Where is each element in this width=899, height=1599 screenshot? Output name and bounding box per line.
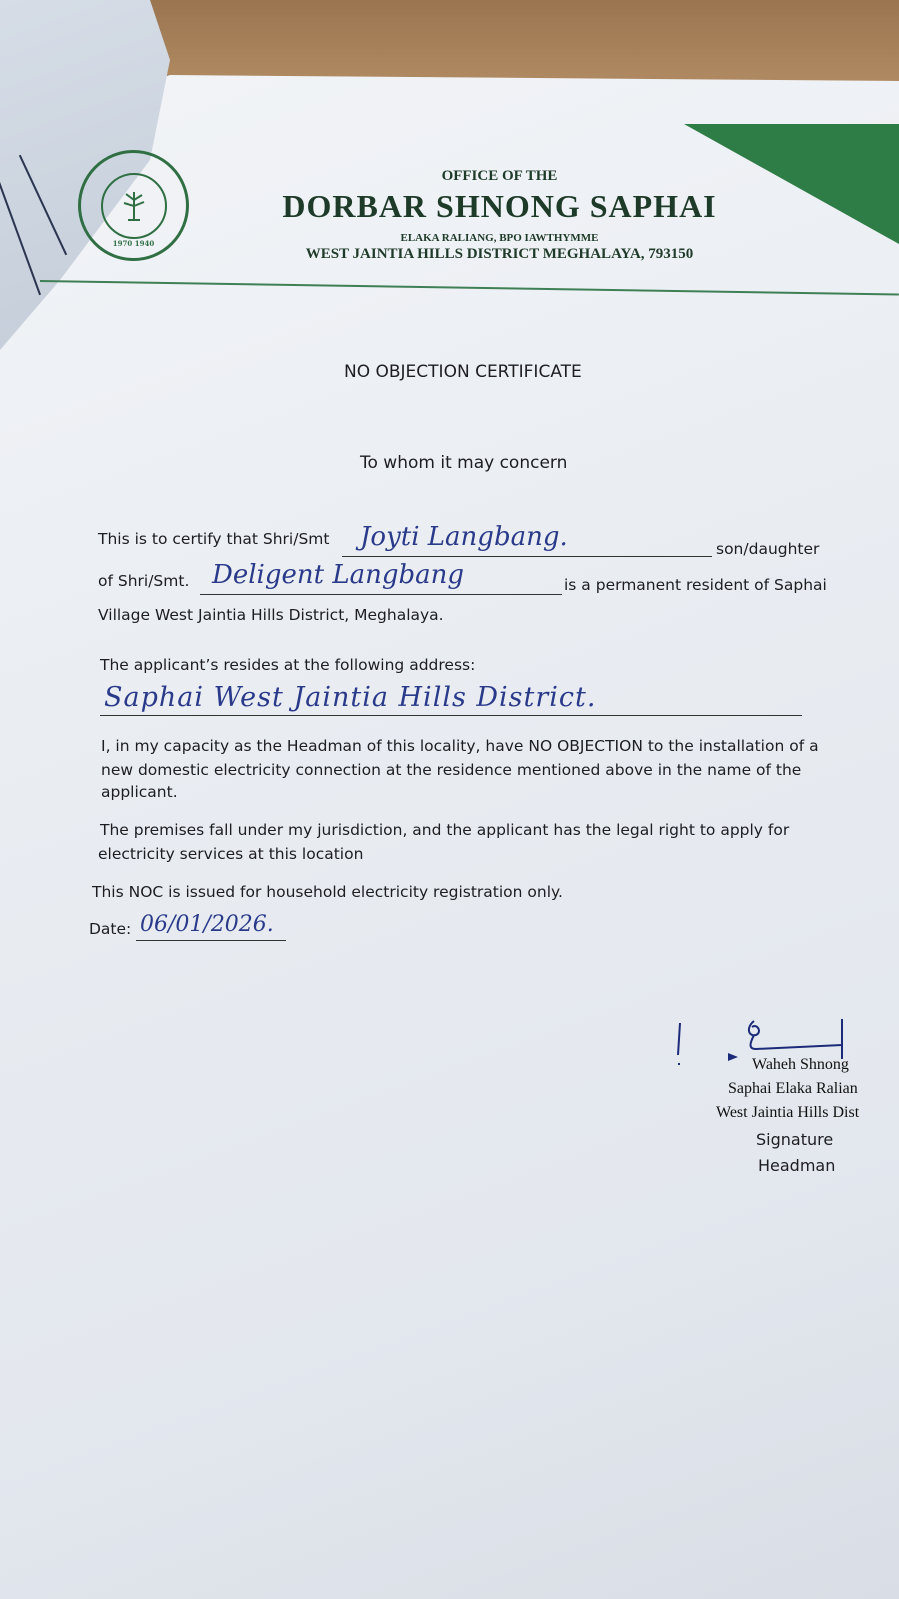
stamp-district: West Jaintia Hills Dist [716, 1104, 860, 1121]
jurisdiction-paragraph-line2: electricity services at this location [98, 845, 364, 863]
address-label: The applicant’s resides at the following address: [100, 656, 476, 674]
certify-line-start: This is to certify that Shri/Smt [98, 530, 330, 548]
son-daughter-label: son/daughter [716, 540, 820, 558]
registration-note: This NOC is issued for household electricity registration only. [92, 883, 563, 901]
salutation: To whom it may concern [360, 453, 568, 473]
name-underline [342, 556, 712, 557]
handwritten-parent-name: Deligent Langbang [212, 560, 465, 590]
headman-label: Headman [758, 1156, 836, 1175]
address-underline [100, 715, 802, 716]
organization-subtitle: ELAKA RALIANG, BPO IAWTHYMME [400, 232, 599, 244]
organization-title: DORBAR SHNONG SAPHAI [282, 188, 717, 224]
signature-label: Signature [756, 1130, 834, 1149]
village-line: Village West Jaintia Hills District, Meghalaya. [98, 606, 444, 624]
district-address: WEST JAINTIA HILLS DISTRICT MEGHALAYA, 793150 [305, 246, 694, 262]
parent-underline [200, 594, 562, 595]
certificate-heading: NO OBJECTION CERTIFICATE [344, 362, 582, 382]
handwritten-address: Saphai West Jaintia Hills District. [104, 682, 597, 713]
stamp-locality: Saphai Elaka Ralian [728, 1080, 858, 1097]
seal-year: 1970 1940 [112, 239, 155, 248]
stamp-title: Waheh Shnong [752, 1056, 849, 1073]
objection-paragraph-line1: I, in my capacity as the Headman of this locality, have NO OBJECTION to the installation of a [101, 737, 819, 755]
of-shri-label: of Shri/Smt. [98, 572, 190, 590]
objection-paragraph-line2: new domestic electricity connection at the residence mentioned above in the name of the [101, 761, 802, 779]
office-of-label: OFFICE OF THE [441, 168, 558, 184]
date-label: Date: [89, 920, 132, 938]
jurisdiction-paragraph-line1: The premises fall under my jurisdiction, and the applicant has the legal right to apply for [100, 821, 790, 839]
objection-paragraph-line3: applicant. [101, 783, 178, 801]
date-underline [136, 940, 286, 941]
handwritten-applicant-name: Joyti Langbang. [360, 522, 568, 552]
handwritten-date: 06/01/2026. [140, 912, 274, 937]
resident-label: is a permanent resident of Saphai [564, 576, 827, 594]
